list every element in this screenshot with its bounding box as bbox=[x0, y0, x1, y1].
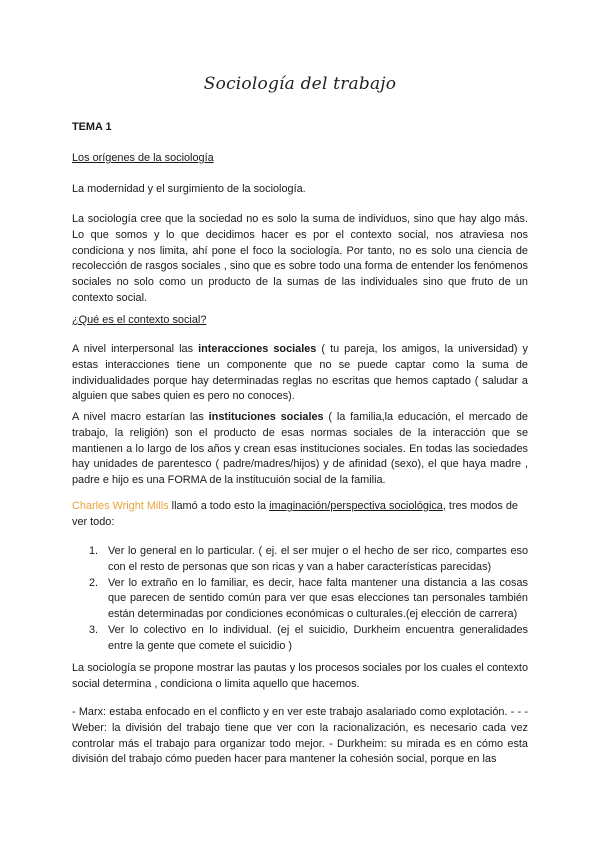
author-name: Charles Wright Mills bbox=[72, 500, 169, 512]
paragraph-wright-mills: Charles Wright Mills llamó a todo esto la imaginación/perspectiva sociológica, tres modos de ver todo: bbox=[72, 500, 518, 528]
modes-list bbox=[72, 544, 528, 655]
paragraph-instituciones: A nivel macro estarían las instituciones sociales ( la familia,la educación, el mercado de trabajo, la religión) son el producto de esas normas sociales de la interacción que se mantienen a lo largo de los años y crean esas instituciones sociales. En todas las sociedades hay unidades de parentesco ( padre/madres/hijos) y de afinidad (sexo), el que haya madre , padre e hijo es una FORMA de la institucuión social de la familia. bbox=[72, 411, 528, 487]
subheading-modernidad: La modernidad y el surgimiento de la sociología. bbox=[72, 183, 306, 195]
paragraph-sociologia: La sociología cree que la sociedad no es solo la suma de individuos, sino que hay algo más. Lo que somos y lo que decidimos hacer es por el contexto social, nos atraviesa nos condiciona y nos limita, ahí pone el foco la sociología. Por tanto, no es solo una ciencia de recolección de rasgos sociales , sino que es sobre todo una forma de entender los fenómenos sociales no solo como un producto de la sumas de las individuales sino que fruto de un contexto social. bbox=[72, 213, 528, 304]
document-title: Sociología del trabajo bbox=[203, 74, 397, 94]
paragraph-interacciones: A nivel interpersonal las interacciones sociales ( tu pareja, los amigos, la universidad) y estas interacciones tiene un componente que no se puede captar como la suma de individualidades porque hay determinadas reglas no escritas que hemos captado ( saludar a alguien que sabes quien es pero no conoces). bbox=[72, 343, 528, 403]
paragraph-pautas: La sociología se propone mostrar las pautas y los procesos sociales por los cuales el contexto social determina , condiciona o limita aquello que hacemos. bbox=[72, 662, 528, 690]
tema-heading: TEMA 1 bbox=[72, 121, 112, 133]
section-heading-contexto: ¿Qué es el contexto social? bbox=[72, 314, 207, 326]
paragraph-autores: - Marx: estaba enfocado en el conflicto y en ver este trabajo asalariado como explotación. - - - Weber: la división del trabajo tiene que ver con la racionalización, es necesario cada vez controlar más el trabajo para organizar todo mejor. - Durkheim: su mirada es en cómo esta división del trabajo cómo pueden hacer para mantener la cohesión social, porque en las bbox=[72, 706, 528, 766]
list-item: 2. Ver lo extraño en lo familiar, es decir, hace falta mantener una distancia a las cosas que parecen de sentido común para ver que esas elecciones tan personales también están determinadas por condiciones económicas o culturales.(ej elección de carrera) bbox=[89, 576, 528, 621]
list-item: 1. Ver lo general en lo particular. ( ej. el ser mujer o el hecho de ser rico, compartes eso con el resto de personas que son ricas y van a haber características parecidas) bbox=[89, 545, 528, 573]
section-heading-origenes: Los orígenes de la sociología bbox=[72, 152, 214, 164]
list-item: 3. Ver lo colectivo en lo individual. (ej el suicidio, Durkheim encuentra generalidades entre la gente que comete el suicidio ) bbox=[89, 623, 528, 652]
